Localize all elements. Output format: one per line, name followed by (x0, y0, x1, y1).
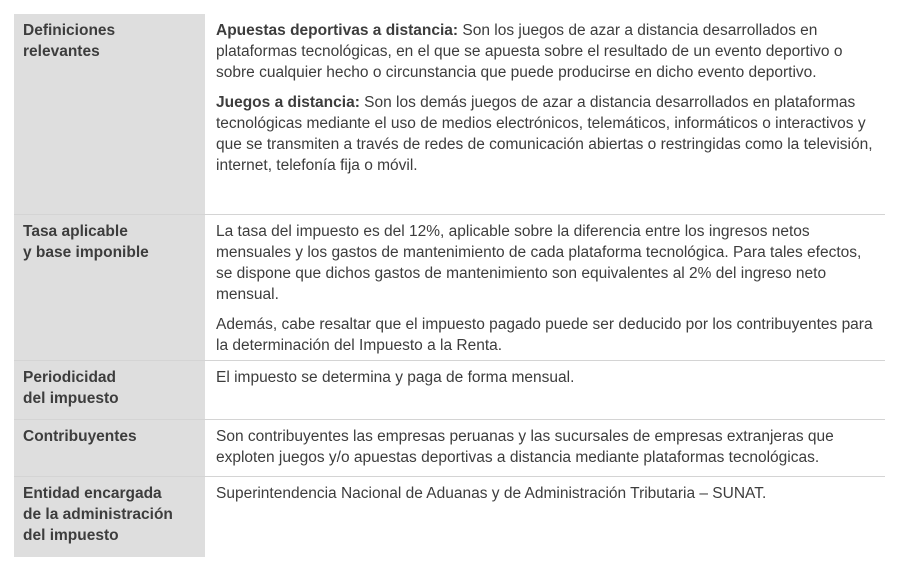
table-row-tasa (14, 215, 885, 361)
row-label: Periodicidad del impuesto (14, 361, 205, 419)
definition-paragraph (216, 20, 877, 83)
table-row-definiciones (14, 14, 885, 215)
definition-paragraph (216, 92, 877, 176)
row-content (205, 477, 885, 557)
row-content (205, 215, 885, 360)
row-label: Entidad encargada de la administración del impuesto (14, 477, 205, 557)
row-label: Definiciones relevantes (14, 14, 205, 214)
content-paragraph: Además, cabe resaltar que el impuesto pagado puede ser deducido por los contribuyentes para la determinación del Impuesto a la Renta. (216, 316, 873, 354)
table-row-periodicidad (14, 361, 885, 420)
definition-text: Son los demás juegos de azar a distancia desarrollados en plataformas tecnológicas mediante el uso de medios electrónicos, telemáticos, informáticos o interactivos y que se transmiten a través de redes de comunicación abiertas o restringidas como la televisión, internet, telefonía fija o móvil. (216, 94, 873, 174)
table-row-entidad (14, 477, 885, 557)
content-paragraph: Son contribuyentes las empresas peruanas y las sucursales de empresas extranjeras que exploten juegos y/o apuestas deportivas a distancia mediante plataformas tecnológicas. (216, 428, 834, 466)
row-label: Contribuyentes (14, 420, 205, 476)
row-content (205, 14, 885, 214)
content-paragraph: Superintendencia Nacional de Aduanas y de Administración Tributaria – SUNAT. (216, 485, 767, 502)
row-label: Tasa aplicable y base imponible (14, 215, 205, 360)
definition-term: Apuestas deportivas a distancia: (216, 22, 459, 39)
table-row-contribuyentes (14, 420, 885, 477)
definition-term: Juegos a distancia: (216, 94, 360, 111)
row-content (205, 361, 885, 419)
definition-text: Son los juegos de azar a distancia desarrollados en plataformas tecnológicas, en el que se apuesta sobre el resultado de un evento deportivo o sobre cualquier hecho o circunstancia que puede producirse en dicho evento deportivo. (216, 22, 843, 81)
content-paragraph: El impuesto se determina y paga de forma mensual. (216, 369, 575, 386)
row-content (205, 420, 885, 476)
content-paragraph: La tasa del impuesto es del 12%, aplicable sobre la diferencia entre los ingresos netos mensuales y los gastos de mantenimiento de cada plataforma tecnológica. Para tales efectos, se dispone que dichos gastos de mantenimiento son equivalentes al 2% del ingreso neto mensual. (216, 223, 862, 303)
tax-info-table (14, 14, 885, 557)
